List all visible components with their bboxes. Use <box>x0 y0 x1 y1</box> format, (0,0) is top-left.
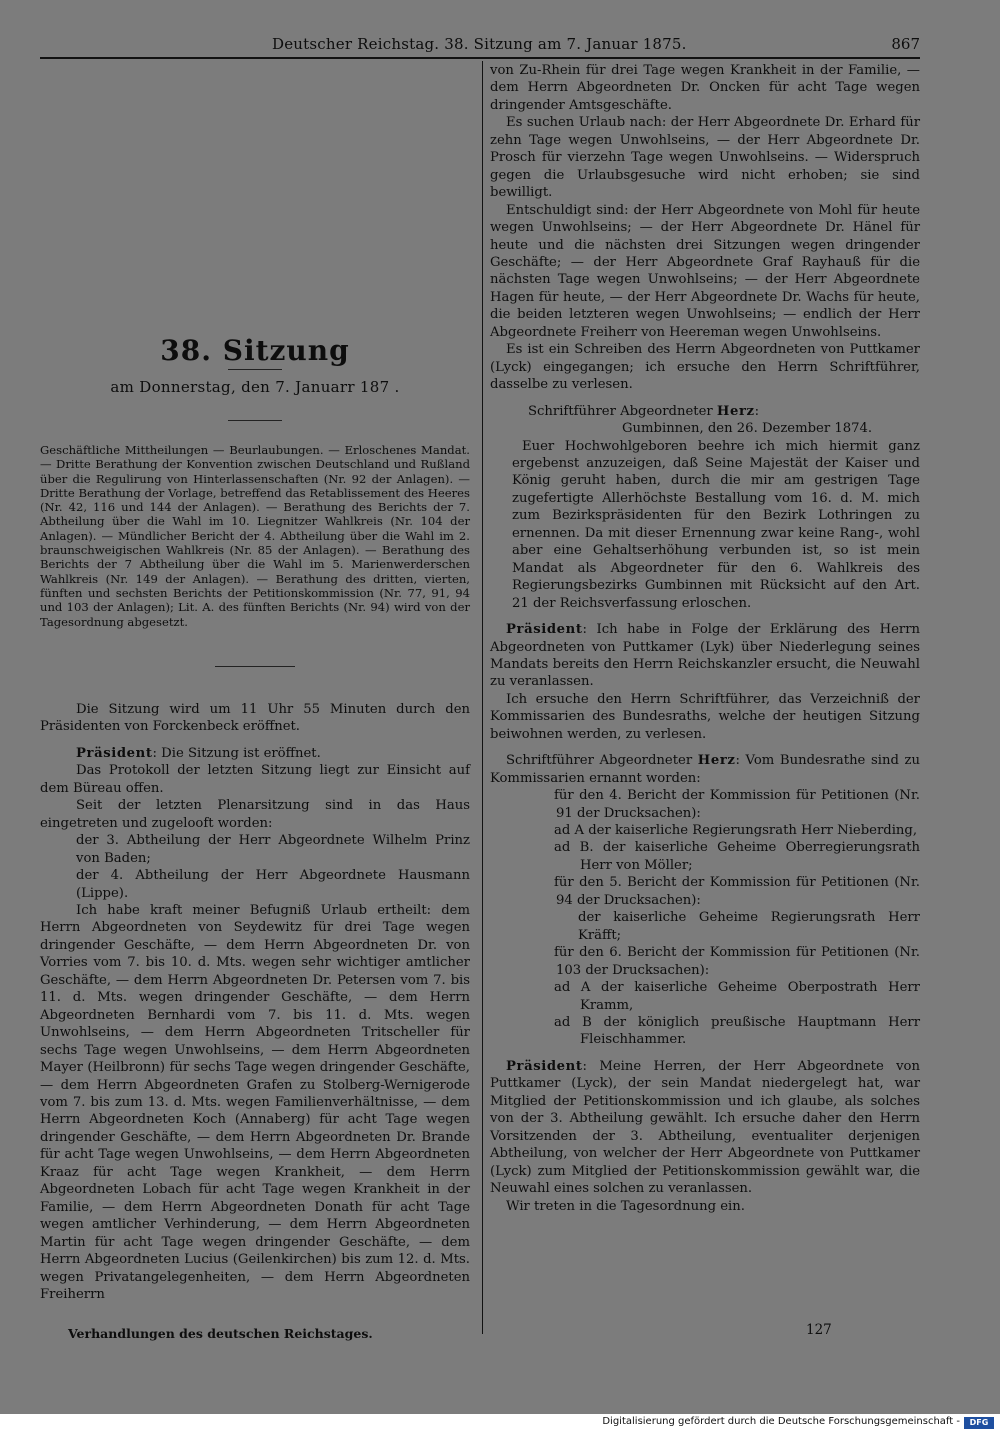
paragraph-text: Ich habe kraft meiner Befugniß Urlaub ertheilt: dem Herrn Abgeordneten von Seydewitz für drei Tage wegen dringender Geschäfte, — dem Herrn Abgeordneten Dr. von Vorries vom 7. bis 10. d. Mts. wegen sehr wichtiger amtlicher Geschäfte, — dem Herrn Abgeordneten Dr. Petersen vom 7. bis 11. d. Mts. wegen dringender Geschäfte, — dem Herrn Abgeordneten Bernhardi vom 7. bis 11. d. Mts. wegen Unwohlseins, — dem Herrn Abgeordneten Tritscheller für sechs Tage wegen Unwohlseins, — dem Herrn Abgeordneten Mayer (Heilbronn) für sechs Tage wegen dringender Geschäfte, — dem Herrn Abgeordneten Grafen zu Stolberg-Wernigerode vom 7. bis zum 13. d. Mts. wegen Familienverhältnisse, — dem Herrn Abgeordneten Koch (Annaberg) für acht Tage wegen dringender Geschäfte, — dem Herrn Abgeordneten Dr. Brande für acht Tage wegen Unwohlseins, — dem Herrn Abgeordneten Kraaz für acht Tage wegen Krankheit, — dem Herrn Abgeordneten Lobach für acht Tage wegen Krankheit in der Familie, — dem Herrn Abgeordneten Donath für acht Tage wegen amtlicher Verhinderung, — dem Herrn Abgeordneten Martin für acht Tage wegen dringender Geschäfte, — dem Herrn Abgeordneten Lucius (Geilenkirchen) bis zum 12. d. Mts. wegen Privatangelegenheiten, — dem Herrn Abgeordneten Freiherrn <box>40 902 470 1302</box>
speaker-name: Präsident <box>506 1058 583 1074</box>
paragraph <box>490 341 920 393</box>
paragraph-text: : <box>754 403 760 419</box>
paragraph <box>490 979 920 1014</box>
paragraph-text: Es ist ein Schreiben des Herrn Abgeordneten von Puttkamer (Lyck) eingegangen; ich ersuche den Herrn Schriftführer, dasselbe zu verlesen. <box>490 342 920 393</box>
paragraph <box>40 701 470 736</box>
paragraph-text: Seit der letzten Plenarsitzung sind in das Haus eingetreten und zugelooft worden: <box>40 798 470 831</box>
paragraph-text: für den 6. Bericht der Kommission für Petitionen (Nr. 103 der Drucksachen): <box>554 945 920 978</box>
paragraph <box>490 787 920 822</box>
header-rule <box>40 57 920 59</box>
speaker-name: Präsident <box>76 745 153 761</box>
paragraph-text: : Vom Bundesrathe sind zu Kommissarien ernannt worden: <box>490 753 920 786</box>
summary-rule <box>215 666 295 667</box>
paragraph-text: Das Protokoll der letzten Sitzung liegt zur Einsicht auf dem Büreau offen. <box>40 763 470 796</box>
paragraph-text: Es suchen Urlaub nach: der Herr Abgeordnete Dr. Erhard für zehn Tage wegen Unwohlseins, — der Herr Abgeordnete Dr. Prosch für vierzehn Tage wegen Unwohlseins. — Widerspruch gegen die Urlaubsgesuche wird nicht erhoben; sie sind bewilligt. <box>490 115 920 201</box>
paragraph <box>490 114 920 201</box>
credit-text: Digitalisierung gefördert durch die Deutsche Forschungsgemeinschaft - <box>602 1416 960 1427</box>
paragraph-text: ad A der kaiserliche Geheime Oberpostrath Herr Kramm, <box>554 980 920 1013</box>
paragraph <box>40 797 470 832</box>
footer-publication: Verhandlungen des deutschen Reichstages. <box>68 1326 373 1341</box>
column-divider <box>482 61 483 1334</box>
running-header <box>40 33 920 55</box>
title-rule <box>228 369 282 370</box>
paragraph-text: Entschuldigt sind: der Herr Abgeordnete von Mohl für heute wegen Unwohlseins; — der Herr Abgeordnete Dr. Hänel für heute und die nächsten drei Sitzungen wegen dringender Geschäfte; — der Herr Abgeordnete Graf Rayhauß für die nächsten Tage wegen Unwohlseins; — der Herr Abgeordnete Hagen für heute, — der Herr Abgeordnete Dr. Wachs für heute, die beiden letzteren wegen Unwohlseins; — endlich der Herr Abgeordnete Freiherr von Heereman wegen Unwohlseins. <box>490 202 920 340</box>
dfg-logo-icon: DFG <box>964 1417 994 1429</box>
paragraph-text: der kaiserliche Geheime Regierungsrath Herr Kräfft; <box>578 910 920 943</box>
date-rule <box>228 420 282 421</box>
paragraph <box>490 1058 920 1198</box>
paragraph <box>490 1198 920 1215</box>
paragraph-text: Euer Hochwohlgeboren beehre ich mich hiermit ganz ergebenst anzuzeigen, daß Seine Majestät der Kaiser und König geruht haben, durch die mir am gestrigen Tage zugefertigte Allerhöchste Bestallung vom 16. d. M. mich zum Bezirkspräsidenten für den Bezirk Lothringen zu ernennen. Da mit dieser Ernennung zwar keine Rang-, wohl aber eine Gehaltserhöhung verbunden ist, so ist mein Mandat als Abgeordneter für den 6. Wahlkreis des Regierungsbezirks Gumbinnen mit Rücksicht auf den Art. 21 der Reichsverfassung erloschen. <box>512 438 920 611</box>
paragraph-text: von Zu-Rhein für drei Tage wegen Krankheit in der Familie, — dem Herrn Abgeordneten Dr. Oncken für acht Tage wegen dringender Amtsgeschäfte. <box>490 63 920 113</box>
paragraph-text: für den 4. Bericht der Kommission für Petitionen (Nr. 91 der Drucksachen): <box>554 788 920 821</box>
paragraph <box>40 902 470 1303</box>
speaker-name: Herz <box>697 753 736 769</box>
paragraph-text: ad A der kaiserliche Regierungsrath Herr Nieberding, <box>554 823 918 839</box>
paragraph-text: Wir treten in die Tagesordnung ein. <box>506 1198 745 1214</box>
speaker-role: Schriftführer Abgeordneter <box>506 753 698 769</box>
paragraph <box>490 438 920 613</box>
paragraph <box>490 1014 920 1049</box>
paragraph-text: : Die Sitzung ist eröffnet. <box>152 745 321 761</box>
session-title: 38. Sitzung <box>160 334 350 367</box>
paragraph-text: ad B. der kaiserliche Geheime Oberregierungsrath Herr von Möller; <box>554 840 920 873</box>
paragraph-text: der 3. Abtheilung der Herr Abgeordnete Wilhelm Prinz von Baden; <box>76 833 470 866</box>
right-column <box>490 62 920 1215</box>
paragraph <box>490 62 920 114</box>
agenda-summary: Geschäftliche Mittheilungen — Beurlaubungen. — Erloschenes Mandat. — Dritte Berathung der Konvention zwischen Deutschland und Rußland über die Regulirung von Hinterlassenschaften (Nr. 92 der Anlagen). — Dritte Berathung der Vorlage, betreffend das Retablissement des Heeres (Nr. 42, 116 und 144 der Anlagen). — Berathung des Berichts der 7. Abtheilung über die Wahl im 10. Liegnitzer Wahlkreis (Nr. 104 der Anlagen). — Mündlicher Bericht der 4. Abtheilung über die Wahl im 2. braunschweigischen Wahlkreis (Nr. 85 der Anlagen). — Berathung des Berichts der 7 Abtheilung über die Wahl im 5. Marienwerderschen Wahlkreis (Nr. 149 der Anlagen). — Berathung des dritten, vierten, fünften und sechsten Berichts der Petitionskommission (Nr. 77, 91, 94 und 103 der Anlagen); Lit. A. des fünften Berichts (Nr. 94) wird von der Tagesordnung abgesetzt. <box>40 443 470 629</box>
paragraph <box>490 874 920 909</box>
header-title: Deutscher Reichstag. 38. Sitzung am 7. Januar 1875. <box>272 35 687 53</box>
footer-signature: 127 <box>806 1322 832 1338</box>
paragraph-text: : Ich habe in Folge der Erklärung des Herrn Abgeordneten von Puttkamer (Lyk) über Niederlegung seines Mandats bereits den Herrn Reichskanzler ersucht, die Neuwahl zu veranlassen. <box>490 622 920 690</box>
paragraph-text: Ich ersuche den Herrn Schriftführer, das Verzeichniß der Kommissarien des Bundesraths, welche der heutigen Sitzung beiwohnen werden, zu verlesen. <box>490 691 920 742</box>
paragraph <box>40 832 470 867</box>
paragraph <box>490 420 920 437</box>
paragraph-text: für den 5. Bericht der Kommission für Petitionen (Nr. 94 der Drucksachen): <box>554 875 920 908</box>
paragraph <box>490 752 920 787</box>
paragraph <box>490 691 920 743</box>
paragraph <box>490 822 920 839</box>
paragraph-text: ad B der königlich preußische Hauptmann Herr Fleischhammer. <box>554 1015 920 1048</box>
paragraph-text: Gumbinnen, den 26. Dezember 1874. <box>622 421 873 437</box>
speaker-name: Herz <box>716 403 755 419</box>
speaker-role: Schriftführer Abgeordneter <box>528 403 717 419</box>
left-column <box>40 692 470 1303</box>
speaker-name: Präsident <box>506 622 583 638</box>
paragraph-text: : Meine Herren, der Herr Abgeordnete von Puttkamer (Lyck), der sein Mandat niedergelegt hat, war Mitglied der Petitionskommission und ich glaube, als solches von der 3. Abtheilung gewählt. Ich ersuche daher den Herrn Vorsitzenden der 3. Abtheilung, eventualiter derjenigen Abtheilung, von welcher der Herr Abgeordnete von Puttkamer (Lyck) zum Mitglied der Petitionskommission gewählt war, die Neuwahl eines solchen zu veranlassen. <box>490 1058 920 1197</box>
paragraph-text: der 4. Abtheilung der Herr Abgeordnete Hausmann (Lippe). <box>76 868 470 901</box>
paragraph <box>490 944 920 979</box>
paragraph <box>40 867 470 902</box>
digitization-credit-bar <box>0 1414 1000 1432</box>
paragraph <box>40 762 470 797</box>
paragraph <box>490 909 920 944</box>
paragraph-text: Die Sitzung wird um 11 Uhr 55 Minuten durch den Präsidenten von Forckenbeck eröffnet. <box>40 702 470 735</box>
paragraph <box>490 621 920 691</box>
paragraph <box>490 202 920 342</box>
paragraph <box>40 745 470 762</box>
paragraph <box>490 839 920 874</box>
page-number: 867 <box>891 35 920 53</box>
paragraph <box>490 403 920 420</box>
session-date: am Donnerstag, den 7. Januarr 187 . <box>110 378 400 396</box>
